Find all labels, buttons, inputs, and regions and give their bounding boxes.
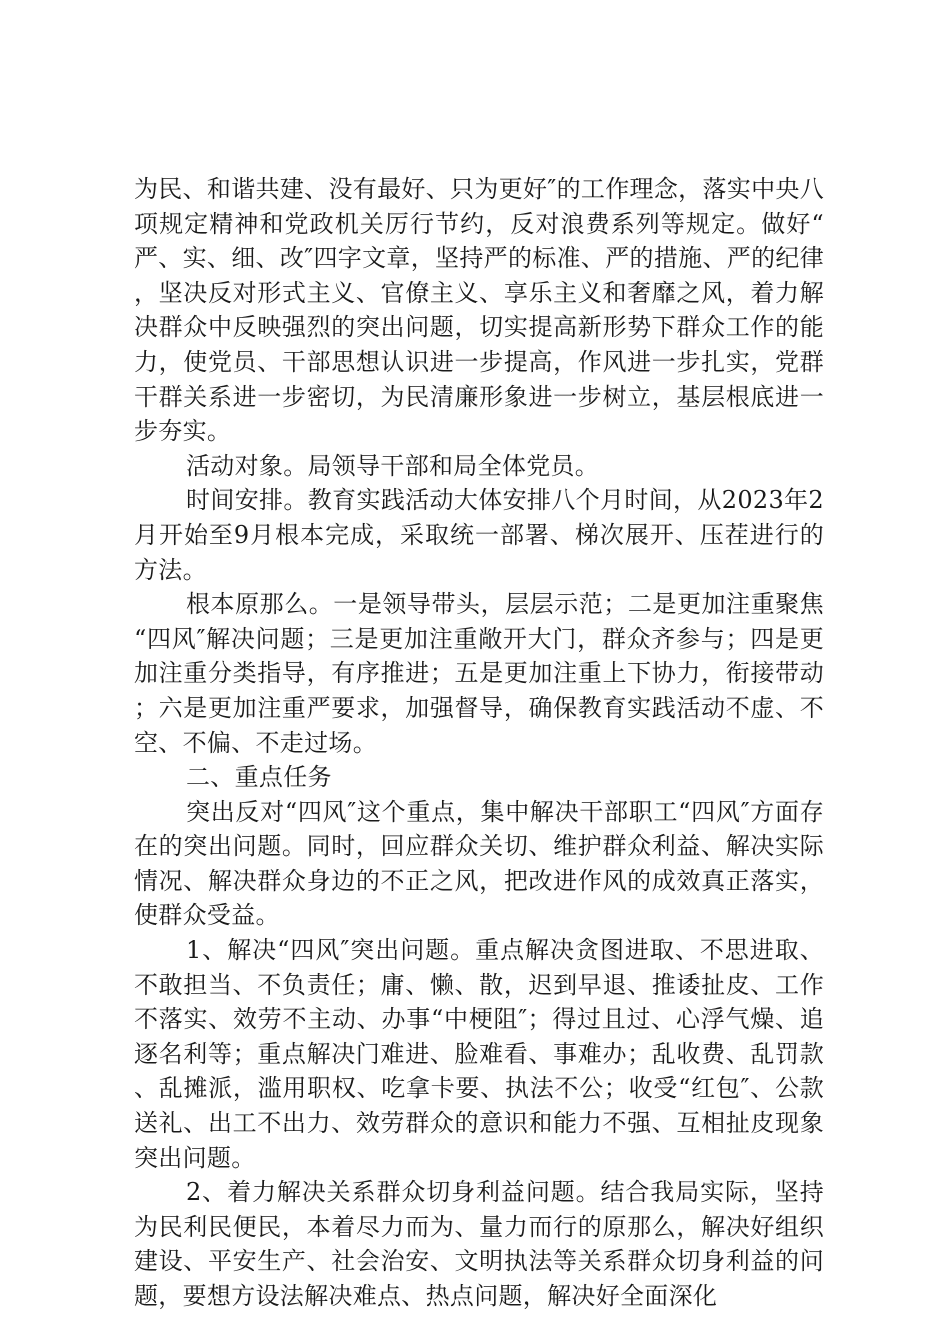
paragraph-activity-target: 活动对象。局领导干部和局全体党员。: [186, 451, 600, 480]
paragraph-intro: 为民、和谐共建、没有最好、只为更好″的工作理念，落实中央八项规定精神和党政机关厉行节约，反对浪费系列等规定。做好“严、实、细、改″四字文章，坚持严的标准、严的措施、严的纪律，坚决反对形式主义、官僚主义、享乐主义和奢靡之风，着力解决群众中反映强烈的突出问题，切实提高新形势下群众工作的能力，使党员、干部思想认识进一步提高，作风进一步扎实，党群干群关系进一步密切，为民清廉形象进一步树立，基层根底进一步夯实。: [134, 175, 824, 446]
paragraph-task-2: 2、着力解决关系群众切身利益问题。结合我局实际，坚持为民利民便民，本着尽力而为、量力而行的原那么，解决好组织建设、平安生产、社会治安、文明执法等关系群众切身利益的问题，要想方设法解决难点、热点问题，解决好全面深化: [134, 1178, 824, 1310]
document-body: [134, 172, 824, 1314]
section-heading-key-tasks: 二、重点任务: [186, 763, 332, 792]
paragraph-schedule: 时间安排。教育实践活动大体安排八个月时间，从2023年2月开始至9月根本完成，采取统一部署、梯次展开、压茬进行的方法。: [134, 486, 824, 584]
paragraph-key-tasks-summary: 突出反对“四风″这个重点，集中解决干部职工“四风″方面存在的突出问题。同时，回应群众关切、维护群众利益、解决实际情况、解决群众身边的不正之风，把改进作风的成效真正落实，使群众受益。: [134, 797, 824, 930]
paragraph-task-1: 1、解决“四风″突出问题。重点解决贪图进取、不思进取、不敢担当、不负责任；庸、懒、散，迟到早退、推诿扯皮、工作不落实、效劳不主动、办事“中梗阻″；得过且过、心浮气燥、追逐名利等；重点解决门难进、脸难看、事难办；乱收费、乱罚款、乱摊派，滥用职权、吃拿卡要、执法不公；收受“红包″、公款送礼、出工不出力、效劳群众的意识和能力不强、互相扯皮现象突出问题。: [134, 936, 824, 1172]
paragraph-principles: 根本原那么。一是领导带头，层层示范；二是更加注重聚焦“四风″解决问题；三是更加注重敞开大门，群众齐参与；四是更加注重分类指导，有序推进；五是更加注重上下协力，衔接带动；六是更加注重严要求，加强督导，确保教育实践活动不虚、不空、不偏、不走过场。: [134, 590, 824, 757]
